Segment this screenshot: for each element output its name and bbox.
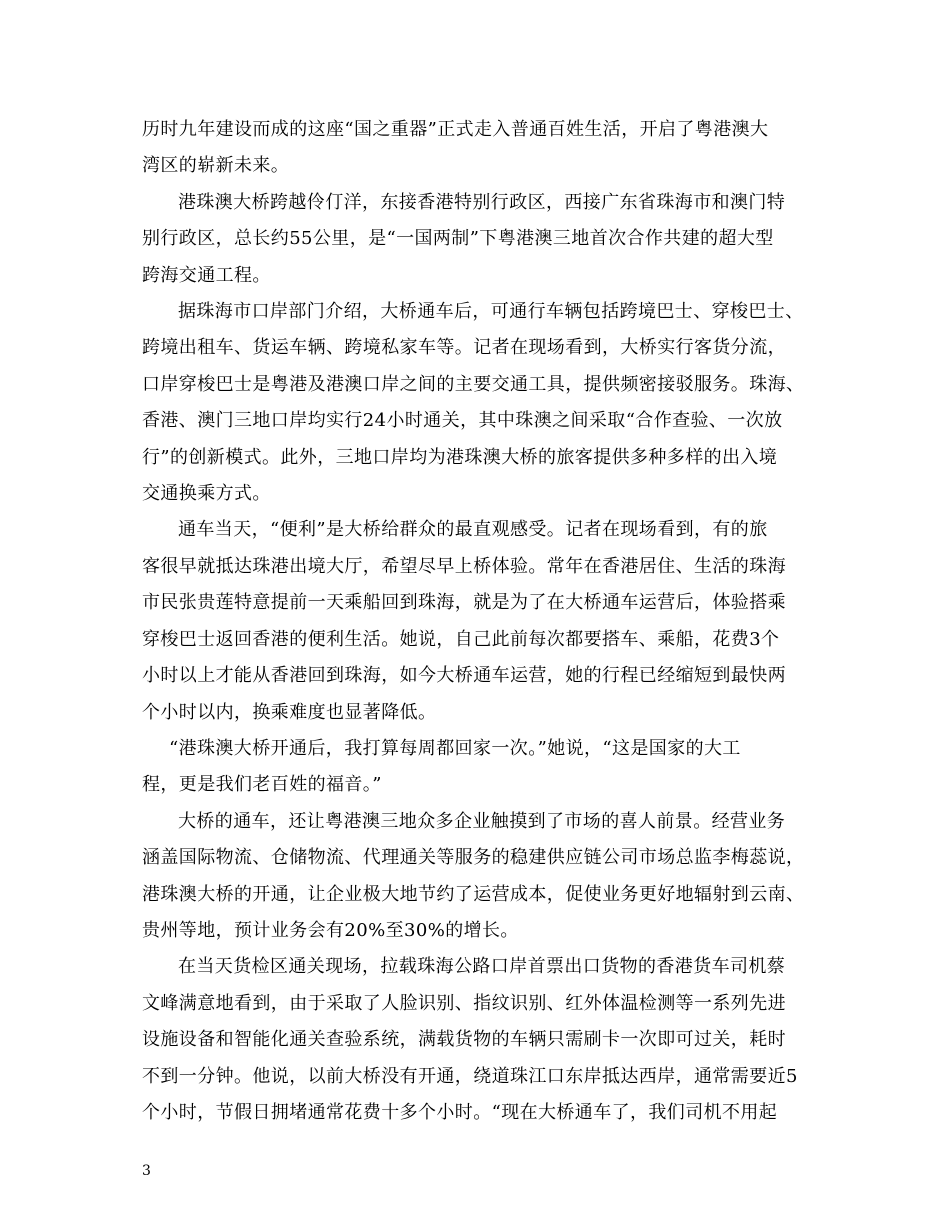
paragraph-2: 港珠澳大桥跨越伶仃洋，东接香港特别行政区，西接广东省珠海市和澳门特 别行政区，总长约55公里，是“一国两制”下粤港澳三地首次合作共建的超大型 跨海交通工程。	[142, 191, 786, 286]
document-body	[142, 112, 828, 1131]
paragraph-7: 在当天货检区通关现场，拉载珠海公路口岸首票出口货物的香港货车司机蔡 文峰满意地看到，由于采取了人脸识别、指纹识别、红外体温检测等一系列先进 设施设备和智能化通关查验系统，满载货物的车辆只需刷卡一次即可过关，耗时 不到一分钟。他说，以前大桥没有开通，绕道珠江口东岸抵达西岸，通常需要近5 个小时，节假日拥堵通常花费十多个小时。“现在大桥通车了，我们司机不用起	[142, 956, 798, 1123]
paragraph-6: 大桥的通车，还让粤港澳三地众多企业触摸到了市场的喜人前景。经营业务 涵盖国际物流、仓储物流、代理通关等服务的稳建供应链公司市场总监李梅蕊说， 港珠澳大桥的开通，让企业极大地节约了运营成本，促使业务更好地辐射到云南、 贵州等地，预计业务会有20%至30%的增长。	[142, 810, 805, 941]
paragraph-4: 通车当天，“便利”是大桥给群众的最直观感受。记者在现场看到，有的旅 客很早就抵达珠港出境大厅，希望尽早上桥体验。常年在香港居住、生活的珠海 市民张贵莲特意提前一天乘船回到珠海，就是为了在大桥通车运营后，体验搭乘 穿梭巴士返回香港的便利生活。她说，自己此前每次都要搭车、乘船，花费3个 小时以上才能从香港回到珠海，如今大桥通车运营，她的行程已经缩短到最快两 个小时以内，换乘难度也显著降低。	[142, 519, 786, 723]
paragraph-1: 历时九年建设而成的这座“国之重器”正式走入普通百姓生活，开启了粤港澳大 湾区的崭新未来。	[142, 119, 769, 177]
paragraph-5: “港珠澳大桥开通后，我打算每周都回家一次。”她说，“这是国家的大工 程，更是我们老百姓的福音。”	[142, 737, 741, 796]
paragraph-3: 据珠海市口岸部门介绍，大桥通车后，可通行车辆包括跨境巴士、穿梭巴士、 跨境出租车、货运车辆、跨境私家车等。记者在现场看到，大桥实行客货分流， 口岸穿梭巴士是粤港及港澳口岸之间的主要交通工具，提供频密接驳服务。珠海、 香港、澳门三地口岸均实行24小时通关，其中珠澳之间采取“合作查验、一次放 行”的创新模式。此外，三地口岸均为港珠澳大桥的旅客提供多种多样的出入境 交通换乘方式。	[142, 301, 805, 505]
page-number: 3	[142, 1163, 151, 1179]
